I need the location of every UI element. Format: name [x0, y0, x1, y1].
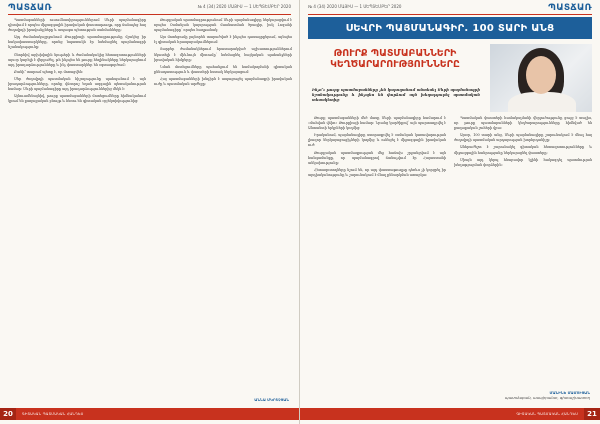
brand-logo-left: ՊԱՏՃԱՌ	[8, 3, 52, 13]
article-headline: ԹՈՒՐՔ ՊԱՏՄԱԲԱՆՆԵՐԻ ԿԵՂԾԱՐԱՐՈՒԹՅՈՒՆՆԵՐԸ	[330, 48, 460, 70]
brand-logo-right: ՊԱՏՃԱՌ	[548, 3, 592, 13]
paragraph: Թուրքական պատմագրության մեջ հաճախ շրջանցվում է այն հանգամանքը, որ պայմանագրով ճանաչվում էր Հայաստանի անկախությունը։	[308, 150, 446, 165]
paragraph: Հետազոտողները նշում են, որ այդ փաստաթուղթը դեռևս չի կորցրել իր արդիականությունը և շարունակում է մնալ քննարկման առարկա։	[308, 167, 446, 177]
paragraph: Անհրաժեշտ է շարունակել գիտական հետազոտությունները և միջազգային հանրությանը ներկայացնել փաստերը։	[454, 145, 592, 155]
right-column-1	[308, 116, 446, 404]
issue-info-left: № 4 (34) 2020 ՄԱՅԻՍ — 1 ՍԵՊՏԵՄԲԵՐ 2020	[197, 4, 291, 9]
paragraph: Մեր ժողովրդի պատմական հիշողությունը պահպանում է այն իրադարձությունները, որոնք վճռորոշ եղան ազգային պետականության համար։ Սևրի պայմանագիրը այդ իրադարձություններից մեկն է։	[8, 76, 146, 92]
left-article-author: ԱՆՆԱ ՄԿՐՏՉՅԱՆ	[254, 397, 289, 402]
paragraph: Այս մոտեցումը լայնորեն տարածված է ինչպես դասագրքերում, այնպես էլ գիտական հրապարակումներում։	[154, 35, 292, 45]
left-column-2	[154, 18, 292, 394]
author-signature	[470, 390, 590, 400]
paragraph: Թուրք պատմաբանների մեծ մասը Սևրի պայմանագիրը համարում է «մահվան վճիռ» Թուրքիայի համար։ Նրանց կարծիքով՝ այն պարտադրվել է Անտանտի երկրների կողմից։	[308, 116, 446, 131]
footer-text-left: ԳԻՏԱԿԱՆ ՊԱՏՄԱԿԱՆ ՀԱՆԴԵՍ	[22, 412, 84, 416]
paragraph: Հայ պատմաբանների խնդիրն է ապացուցել պայմանագրի իրավական ուժը և պատմական արժեքը։	[154, 76, 292, 87]
top-rule-right	[308, 14, 592, 15]
paragraph: Քանի՞ տարում պետք է, որ մոռացվեն։	[14, 69, 84, 74]
article-banner: ՍԵՎՐԻ ՊԱՅՄԱՆԱԳԻՐ. 100 ՏԱՐԻ ԱՆՑ	[308, 17, 592, 39]
footer-text-right: ԳԻՏԱԿԱՆ ՊԱՏՄԱԿԱՆ ՀԱՆԴԵՍ	[516, 412, 578, 416]
paragraph: Տարբեր ժամանակներում հրատարակված աշխատություններում նկատելի է միևնույն միտումը՝ նսեմացնել հայկական պահանջների իրավական հիմքերը։	[154, 47, 292, 62]
author-photo	[490, 44, 592, 112]
page-number-left: 20	[0, 408, 16, 420]
paragraph: Միայն այդ կերպ հնարավոր կլինի հակազդել պատմության խեղաթյուրման փորձերին։	[454, 157, 592, 167]
issue-info-right: № 4 (34) 2020 ՄԱՅԻՍ — 1 ՍԵՊՏԵՄԲԵՐ 2020	[308, 4, 402, 9]
paragraph: Այսօր, 100 տարի անց, Սևրի պայմանագիրը շարունակում է մնալ հայ ժողովրդի պատմական արդարության խորհրդանիշը։	[454, 133, 592, 143]
paragraph: Պատմական փաստերի համակողմանի վերլուծությունը ցույց է տալիս, որ թուրք պատմաբանների կեղծարարությունները հիմնված են քաղաքական շահերի վրա։	[454, 116, 592, 131]
footer-right	[300, 408, 600, 420]
left-column-1	[8, 18, 146, 404]
author-role: պատմաբան, ասպիրանտ, գիտաշխատող	[504, 395, 590, 400]
paragraph: Նման մոտեցումները պահանջում են համակողմանի գիտական քննադատություն և փաստերի հստակ ներկայացում։	[154, 64, 292, 74]
right-page	[300, 0, 600, 424]
paragraph: Թուրքական պատմագրությունում Սևրի պայմանագիրը ներկայացվում է որպես Օսմանյան կայսրության մասնատման ծրագիր, իսկ Լոզանի պայմանագիրը՝ որպես հաղթանակ։	[154, 18, 292, 33]
paragraph: Այնուամենայնիվ, թուրք պատմաբանների մոտեցումները հիմնականում կրում են քաղաքական բնույթ և հեռու են գիտական օբյեկտիվությունից։	[8, 94, 146, 104]
right-column-2	[454, 116, 592, 376]
author-name: ՄԱՆԻՆԵ ՄԱՄՈՒՅԱՆ	[549, 390, 590, 395]
top-rule-left	[8, 14, 291, 15]
paragraph: Շնորհիվ արխիվային նյութերի և ժամանակակից հետազոտությունների այսօր կարելի է վերլուծել, թե ինչպես են թուրք հեղինակները ներկայացնում այդ իրադարձությունները և ինչ փաստարկներ են օգտագործում։	[8, 52, 146, 67]
paragraph: Իրականում, պայմանագիրը ստորագրվել է օսմանյան կառավարության լիազոր ներկայացուցիչների կողմից և ունեցել է միջազգային իրավական ուժ։	[308, 133, 446, 148]
paragraph: Այդ ժամանակաշրջանում Թուրքիայի պատմագրությունը մշակեց իր հակափաստարկները, որոնց նպատակն էր նսեմացնել պայմանագրի նշանակությունը։	[8, 35, 146, 50]
article-subhead: Ինչո՞ւ թուրք պատմաբանները չեն կարողանում անտեսել Սևրի պայմանագրի նշանակությունը և ինչպես են փորձում այն խեղաթյուրել պատմական տեսակետից։	[312, 88, 480, 102]
footer-left	[0, 408, 299, 420]
page-number-right: 21	[584, 408, 600, 420]
paragraph: Պատմաբանների ուսումնասիրություններում Սևրի պայմանագիրը դիտվում է որպես միջազգային իրավական փաստաթուղթ, որը ճանաչեց հայ ժողովրդի իրավունքները և ապագա պետության սահմանները։	[8, 18, 146, 33]
